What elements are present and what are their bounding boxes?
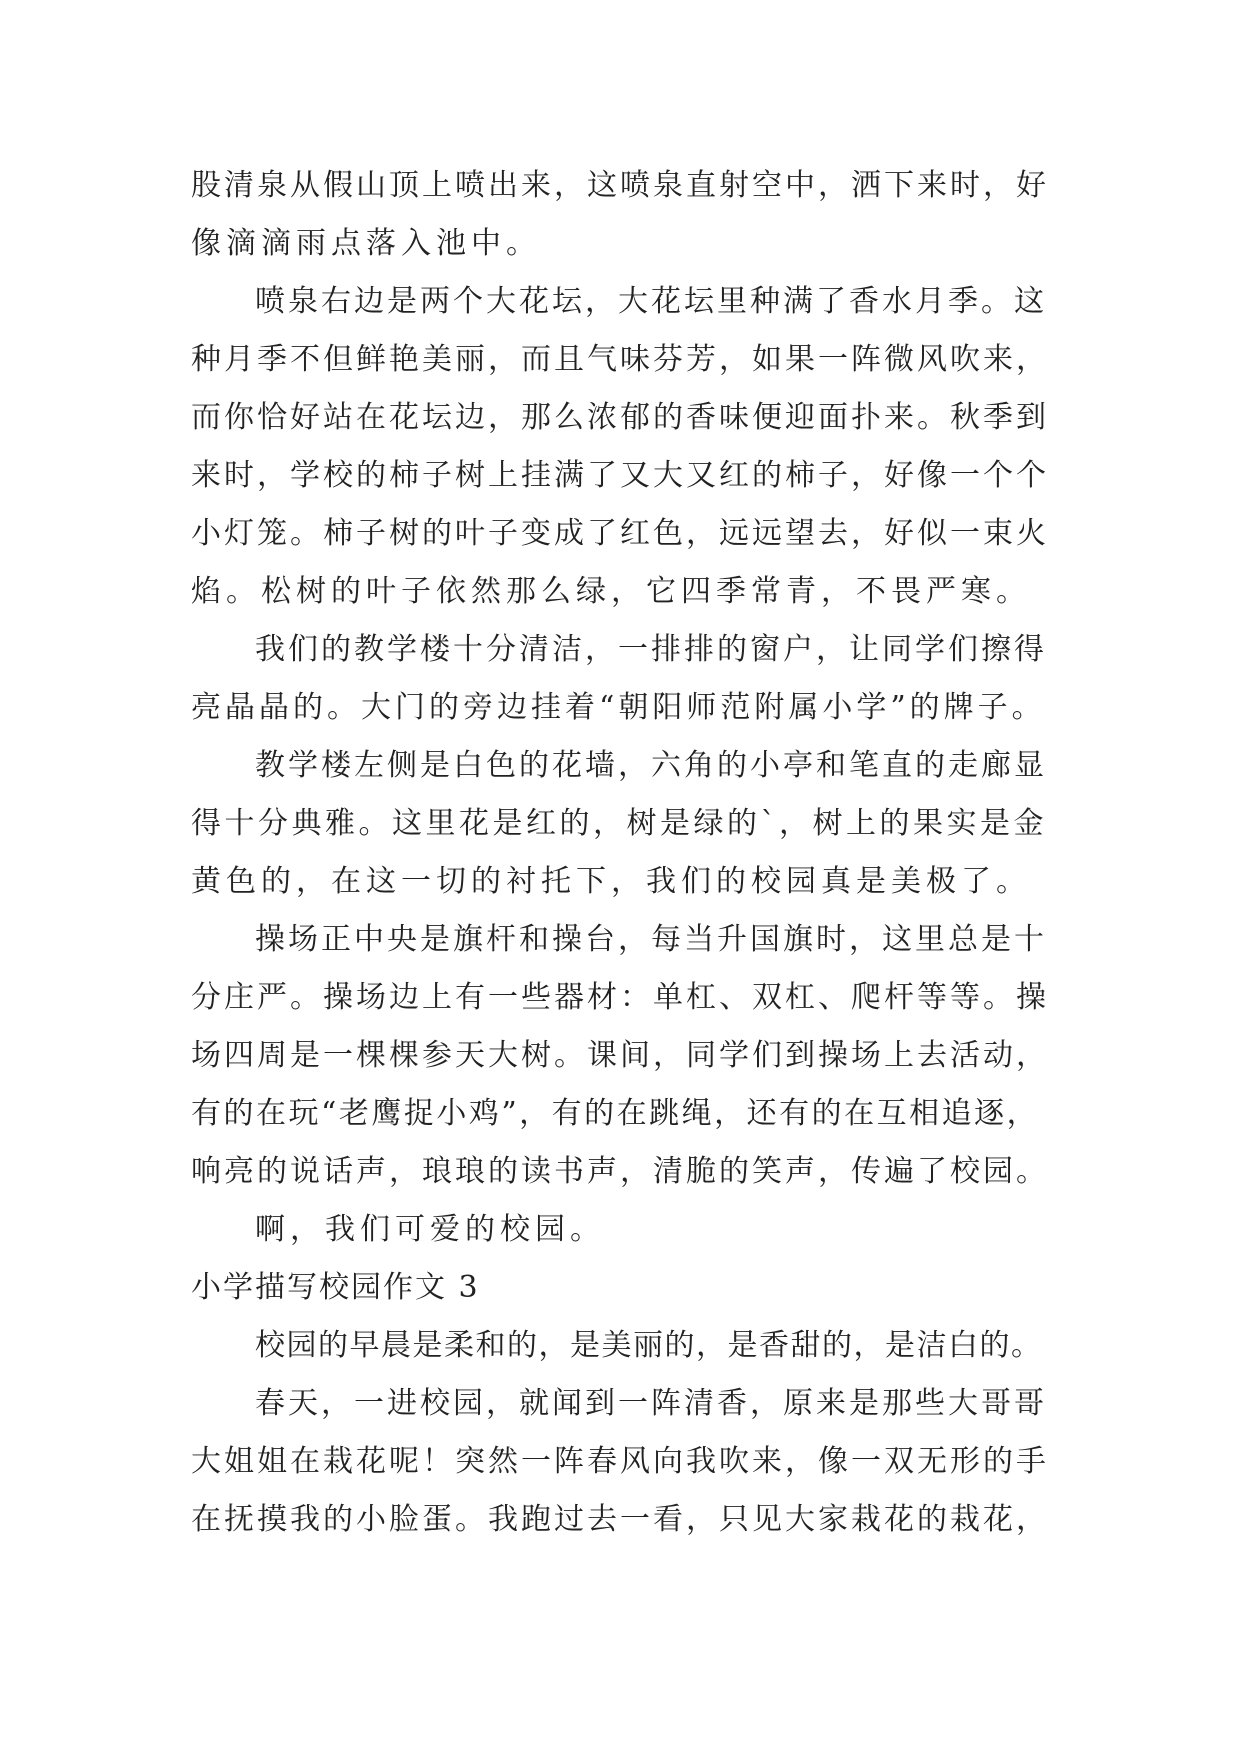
text-line: 小灯笼。柿子树的叶子变成了红色，远远望去，好似一束火 [191,516,1049,551]
text-line: 亮晶晶的。大门的旁边挂着“朝阳师范附属小学”的牌子。 [191,690,1046,725]
text-line: 大姐姐在栽花呢！突然一阵春风向我吹来，像一双无形的手 [191,1444,1049,1479]
text-line: 响亮的说话声，琅琅的读书声，清脆的笑声，传遍了校园。 [191,1154,1049,1189]
text-line: 像滴滴雨点落入池中。 [191,226,541,261]
text-line: 种月季不但鲜艳美丽，而且气味芬芳，如果一阵微风吹来， [191,342,1049,377]
paragraph-first-line: 春天，一进校园，就闻到一阵清香，原来是那些大哥哥 [255,1386,1047,1421]
text-line: 而你恰好站在花坛边，那么浓郁的香味便迎面扑来。秋季到 [191,400,1049,435]
text-line: 有的在玩“老鹰捉小鸡”，有的在跳绳，还有的在互相追逐， [191,1096,1040,1131]
text-line: 得十分典雅。这里花是红的，树是绿的`，树上的果实是金 [191,806,1047,841]
text-line: 在抚摸我的小脸蛋。我跑过去一看，只见大家栽花的栽花， [191,1502,1049,1537]
text-line: 黄色的，在这一切的衬托下，我们的校园真是美极了。 [191,864,1031,899]
text-line: 股清泉从假山顶上喷出来，这喷泉直射空中，洒下来时，好 [191,168,1049,203]
text-line: 焰。松树的叶子依然那么绿，它四季常青，不畏严寒。 [191,574,1031,609]
paragraph-first-line: 教学楼左侧是白色的花墙，六角的小亭和笔直的走廊显 [255,748,1047,783]
paragraph-first-line: 我们的教学楼十分清洁，一排排的窗户，让同学们擦得 [255,632,1047,667]
text-line: 场四周是一棵棵参天大树。课间，同学们到操场上去活动， [191,1038,1049,1073]
section-heading: 小学描写校园作文 3 [191,1270,480,1305]
paragraph-first-line: 喷泉右边是两个大花坛，大花坛里种满了香水月季。这 [255,284,1047,319]
text-line: 来时，学校的柿子树上挂满了又大又红的柿子，好像一个个 [191,458,1049,493]
paragraph-first-line: 校园的早晨是柔和的，是美丽的，是香甜的，是洁白的。 [255,1328,1043,1363]
paragraph-first-line: 操场正中央是旗杆和操台，每当升国旗时，这里总是十 [255,922,1047,957]
paragraph-first-line: 啊，我们可爱的校园。 [255,1212,605,1247]
text-line: 分庄严。操场边上有一些器材：单杠、双杠、爬杆等等。操 [191,980,1049,1015]
